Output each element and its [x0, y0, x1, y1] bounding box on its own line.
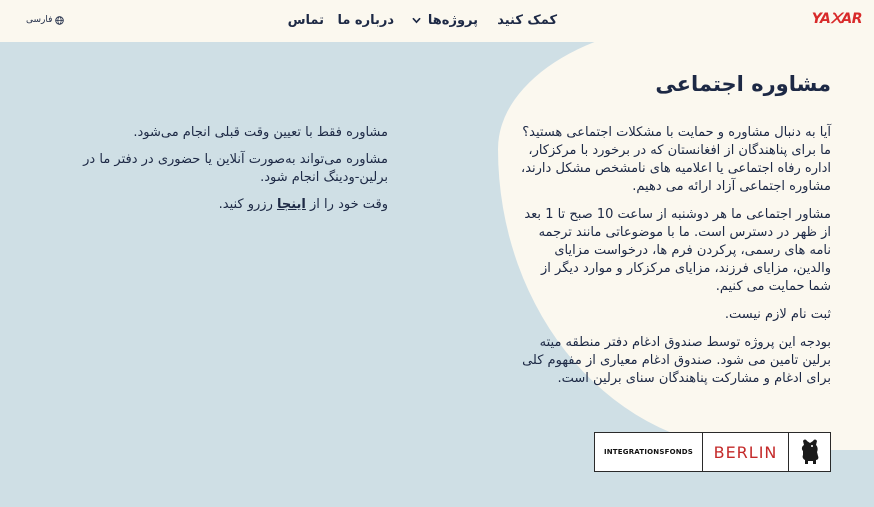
- appointment-only-note: مشاوره فقط با تعیین وقت قبلی انجام می‌شود.: [133, 125, 388, 140]
- language-switcher[interactable]: [26, 15, 64, 25]
- funding-paragraph: بودجه این پروژه توسط صندوق ادغام دفتر منطقه میته برلین تامین می شود. صندوق ادغام معیاری از مفهوم کلی برای ادغام و مشارکت پناهندگان سنای برلین است.: [522, 335, 831, 386]
- booking-text-before: وقت خود را از: [305, 197, 388, 212]
- nav-contact-link[interactable]: تماس: [287, 13, 324, 28]
- main-description: [516, 124, 831, 398]
- registration-note: ثبت نام لازم نیست.: [724, 307, 831, 322]
- schedule-paragraph: مشاور اجتماعی ما هر دوشنبه از ساعت 10 صبح تا 1 بعد از ظهر در دسترس است. ما با موضوعاتی مانند ترجمه نامه های رسمی، پرکردن فرم ها، درخواست مزایای والدین، مزایای فرزند، مزایای مرکزکار و موارد دیگر از شما حمایت می کنیم.: [524, 207, 831, 294]
- booking-link[interactable]: اینجا: [276, 197, 306, 212]
- berlin-bear-icon: [789, 433, 830, 471]
- funder-logo: [594, 432, 831, 472]
- nav-help-link[interactable]: کمک کنید: [497, 13, 557, 28]
- fund-name: INTEGRATIONSFONDS: [595, 433, 703, 471]
- nav-about-link[interactable]: درباره ما: [337, 13, 394, 28]
- globe-icon: [55, 16, 64, 25]
- nav-projects-menu[interactable]: [412, 13, 478, 28]
- booking-line: [48, 196, 388, 214]
- appointment-info: [48, 124, 388, 223]
- site-logo[interactable]: YA᙭AR: [811, 11, 862, 27]
- booking-text-after: رزرو کنید.: [218, 197, 277, 212]
- funder-city: BERLIN: [703, 433, 789, 471]
- nav-projects-label: پروژه‌ها: [427, 13, 478, 28]
- intro-paragraph: آیا به دنبال مشاوره و حمایت با مشکلات اجتماعی هستید؟ ما برای پناهندگان از افغانستان که در برخورد با مرکزکار، اداره رفاه اجتماعی یا اعلامیه های نامشخص مشکل دارند، مشاوره اجتماعی آزاد ارائه می دهیم.: [521, 125, 831, 194]
- chevron-down-icon: [412, 16, 421, 25]
- page-title: مشاوره اجتماعی: [655, 72, 831, 96]
- online-or-office-note: مشاوره می‌تواند به‌صورت آنلاین یا حضوری در دفتر ما در برلین-ودینگ انجام شود.: [83, 152, 388, 185]
- language-label: فارسی: [26, 15, 53, 25]
